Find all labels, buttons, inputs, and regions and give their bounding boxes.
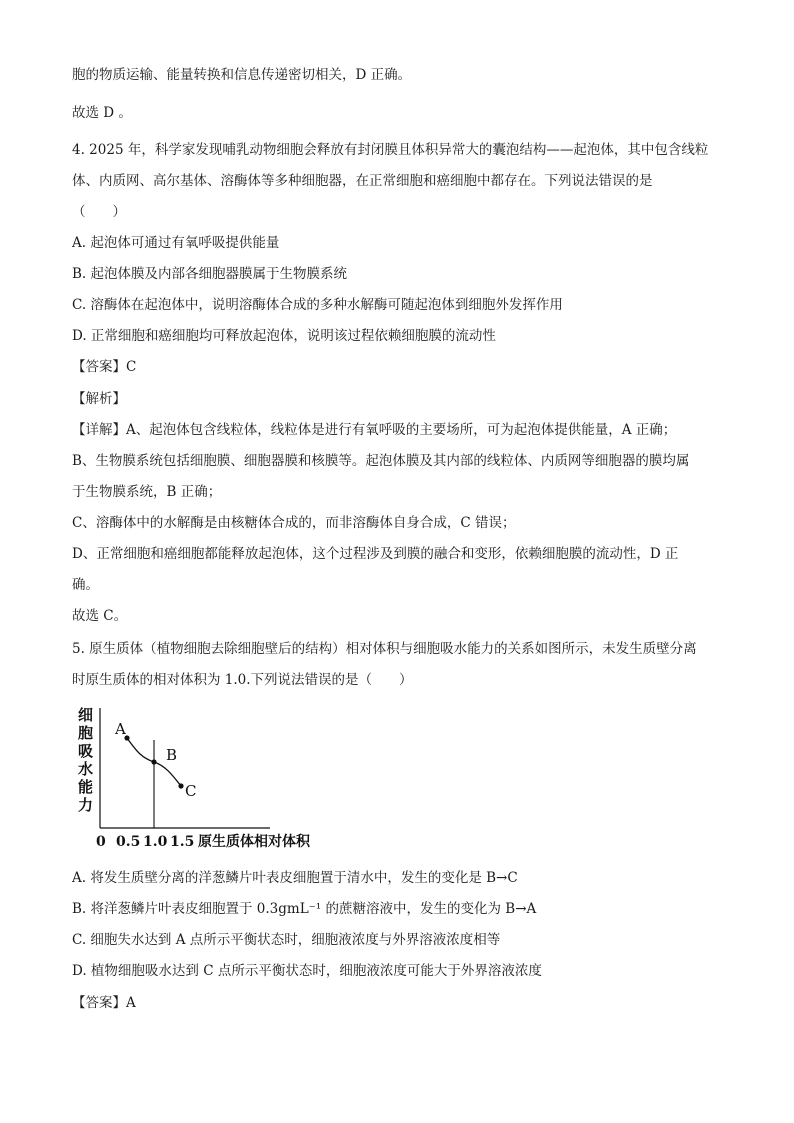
y-label-char: 力: [78, 796, 94, 814]
point-label-a: A: [115, 720, 126, 738]
explanation-line-d2: 确。: [72, 577, 99, 593]
line-0: 胞的物质运输、能量转换和信息传递密切相关，D 正确。: [72, 67, 412, 83]
explanation-line-b1: B、生物膜系统包括细胞膜、细胞器膜和核膜等。起泡体膜及其内部的线粒体、内质网等细胞器的膜均属: [72, 453, 690, 469]
question-4-option-d: D. 正常细胞和癌细胞均可释放起泡体，说明该过程依赖细胞膜的流动性: [72, 328, 496, 344]
x-tick-label: 1.5: [170, 834, 195, 850]
question-5-option-b: B. 将洋葱鳞片叶表皮细胞置于 0.3gmL⁻¹ 的蔗糖溶液中，发生的变化为 B→A: [72, 901, 537, 917]
question-5-stem-1: 5. 原生质体（植物细胞去除细胞壁后的结构）相对体积与细胞吸水能力的关系如图所示，未发生质壁分离: [72, 641, 697, 657]
explanation-line-c: C、溶酶体中的水解酶是由核糖体合成的，而非溶酶体自身合成，C 错误；: [72, 515, 516, 531]
question-4-answer: 【答案】C: [72, 359, 137, 375]
point-label-b: B: [166, 746, 178, 764]
x-axis-label: 原生质体相对体积: [198, 834, 310, 850]
question-5-option-c: C. 细胞失水达到 A 点所示平衡状态时，细胞液浓度与外界溶液浓度相等: [72, 932, 501, 948]
question-4-paren: （ ）: [72, 204, 126, 220]
y-label-char: 细: [78, 706, 94, 724]
x-tick-label: 0: [96, 834, 106, 850]
volume-absorption-chart: [70, 700, 340, 860]
x-tick-label: 0.5: [116, 834, 141, 850]
question-4-stem-1: 4. 2025 年，科学家发现哺乳动物细胞会释放有封闭膜且体积异常大的囊泡结构——起泡体，其中包含线粒: [72, 142, 709, 158]
question-5-stem-2: 时原生质体的相对体积为 1.0.下列说法错误的是（ ）: [72, 672, 413, 688]
question-4-option-c: C. 溶酶体在起泡体中，说明溶酶体合成的多种水解酶可随起泡体到细胞外发挥作用: [72, 297, 563, 313]
question-4-option-b: B. 起泡体膜及内部各细胞器膜属于生物膜系统: [72, 266, 348, 282]
y-label-char: 水: [78, 760, 94, 778]
explanation-line-b2: 于生物膜系统，B 正确；: [72, 484, 222, 500]
question-5-answer: 【答案】A: [72, 995, 136, 1011]
explanation-line-d1: D、正常细胞和癌细胞都能释放起泡体，这个过程涉及到膜的融合和变形，依赖细胞膜的流动性，D 正: [72, 546, 679, 562]
question-4-analysis-heading: 【解析】: [72, 391, 126, 407]
explanation-line-a: 【详解】A、起泡体包含线粒体，线粒体是进行有氧呼吸的主要场所，可为起泡体提供能量，A 正确；: [72, 422, 677, 438]
data-point-c: [178, 783, 183, 788]
question-4-stem-2: 体、内质网、高尔基体、溶酶体等多种细胞器，在正常细胞和癌细胞中都存在。下列说法错误的是: [72, 173, 653, 189]
question-5-option-a: A. 将发生质壁分离的洋葱鳞片叶表皮细胞置于清水中，发生的变化是 B→C: [72, 870, 518, 886]
point-label-c: C: [185, 782, 197, 800]
y-axis-label: [78, 706, 93, 814]
line-1: 故选 D 。: [72, 105, 132, 121]
y-label-char: 吸: [78, 742, 94, 760]
question-4-conclusion: 故选 C。: [72, 608, 128, 624]
y-label-char: 能: [78, 778, 94, 796]
question-4-option-a: A. 起泡体可通过有氧呼吸提供能量: [72, 235, 280, 251]
x-tick-label: 1.0: [143, 834, 168, 850]
data-point-b: [151, 759, 156, 764]
y-label-char: 胞: [78, 724, 94, 742]
question-5-option-d: D. 植物细胞吸水达到 C 点所示平衡状态时，细胞液浓度可能大于外界溶液浓度: [72, 963, 542, 979]
